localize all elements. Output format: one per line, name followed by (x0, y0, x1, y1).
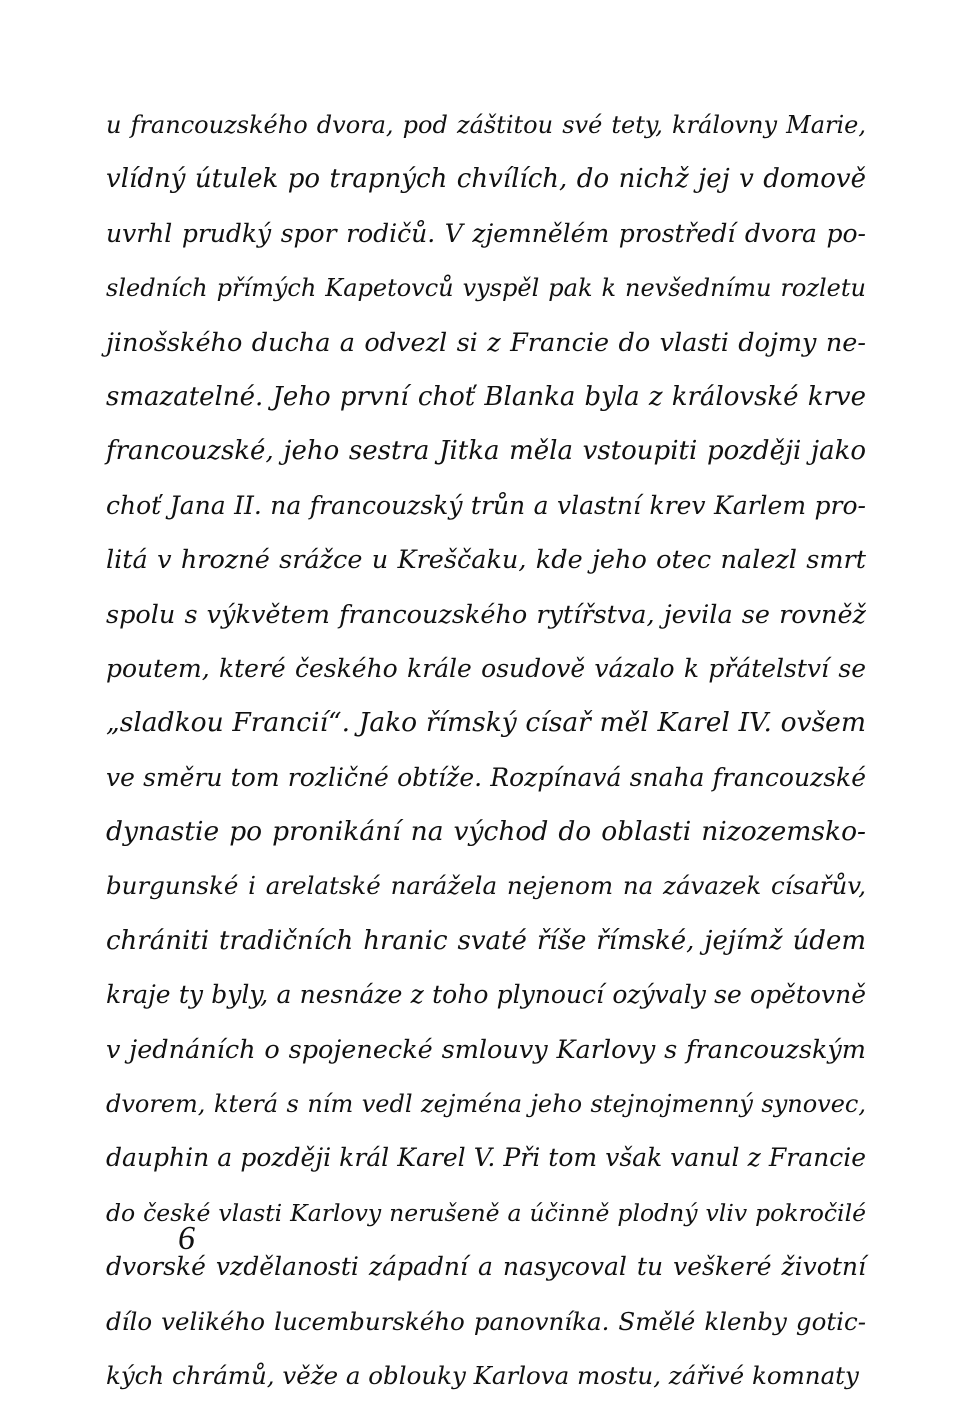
text-line-8: choť Jana II. na francouzský trůn a vlastní krev Karlem pro- (106, 490, 866, 520)
text-line-17: kraje ty byly, a nesnáze z toho plynoucí ozývaly se opětovně (106, 980, 866, 1010)
text-line-22: dvorské vzdělanosti západní a nasycoval tu veškeré životní (106, 1252, 866, 1282)
text-line-10: spolu s výkvětem francouzského rytířstva, jevila se rovněž (106, 599, 866, 630)
text-line-19: dvorem, která s ním vedl zejména jeho stejnojmenný synovec, (106, 1090, 866, 1119)
text-line-7: francouzské, jeho sestra Jitka měla vstoupiti později jako (106, 436, 866, 467)
text-line-18: v jednáních o spojenecké smlouvy Karlovy s francouzským (106, 1034, 866, 1065)
text-line-6: smazatelné. Jeho první choť Blanka byla z královské krve (106, 381, 866, 412)
text-line-20: dauphin a později král Karel V. Při tom však vanul z Francie (106, 1143, 866, 1173)
text-line-13: ve směru tom rozličné obtíže. Rozpínavá snaha francouzské (106, 762, 866, 792)
text-line-14: dynastie po pronikání na východ do oblasti nizozemsko- (106, 816, 866, 848)
body-text (106, 98, 866, 1403)
text-line-12: „sladkou Francií“. Jako římský císař měl Karel IV. ovšem (106, 707, 866, 739)
text-line-16: chrániti tradičních hranic svaté říše římské, jejímž údem (106, 925, 866, 956)
text-line-3: uvrhl prudký spor rodičů. V zjemnělém prostředí dvora po- (106, 218, 866, 248)
text-line-4: sledních přímých Kapetovců vyspěl pak k nevšednímu rozletu (106, 274, 866, 303)
text-line-9: litá v hrozné srážce u Kreščaku, kde jeho otec nalezl smrt (106, 545, 866, 576)
text-line-11: poutem, které českého krále osudově vázalo k přátelství se (106, 653, 866, 683)
text-line-21: do české vlasti Karlovy nerušeně a účinně plodný vliv pokročilé (106, 1198, 866, 1227)
text-line-5: jinošského ducha a odvezl si z Francie do vlasti dojmy ne- (106, 327, 866, 358)
text-line-1: u francouzského dvora, pod záštitou své tety, královny Marie, (106, 111, 866, 139)
text-line-15: burgunské i arelatské narážela nejenom na závazek císařův, (106, 871, 866, 901)
page-number: 6 (178, 1220, 195, 1257)
text-line-24: kých chrámů, věže a oblouky Karlova mostu, zářivé komnaty (106, 1360, 859, 1390)
text-line-23: dílo velikého lucemburského panovníka. Smělé klenby gotic- (106, 1306, 866, 1336)
text-line-2: vlídný útulek po trapných chvílích, do nichž jej v domově (106, 164, 866, 195)
